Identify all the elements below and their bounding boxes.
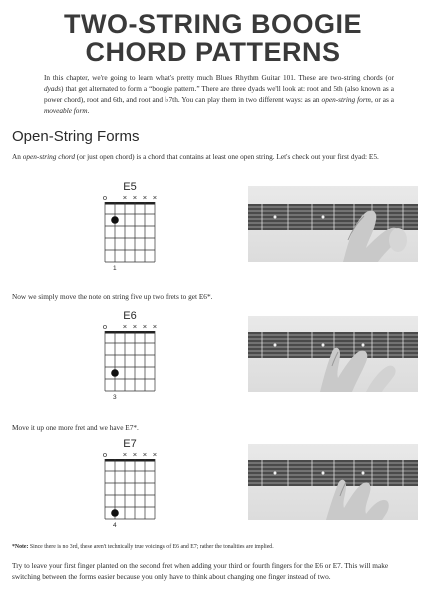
string-mark: × <box>142 450 148 459</box>
finger-number: 1 <box>113 265 117 272</box>
intro-text-1: In this chapter, we're going to learn what's pretty much Blues Rhythm Guitar 101. These are two-string chords (or <box>44 73 394 82</box>
intro-text-4: . <box>87 106 90 115</box>
string-mark: o <box>102 450 108 459</box>
string-marks <box>100 323 160 331</box>
string-mark: × <box>132 450 138 459</box>
string-mark: × <box>152 322 158 331</box>
photo-e7-hand <box>248 444 418 520</box>
string-mark: × <box>122 450 128 459</box>
paragraph-e7: Move it up one more fret and we have E7*. <box>12 423 139 432</box>
page-title-line1: TWO-STRING BOOGIE <box>64 9 362 39</box>
intro-term-open-string-form: open-string form <box>321 95 371 104</box>
chord-diagram-e7 <box>100 438 160 538</box>
string-mark: × <box>142 322 148 331</box>
finger-number: 3 <box>113 394 117 401</box>
string-marks <box>100 451 160 459</box>
footnote-label: *Note: <box>12 544 29 550</box>
intro-text-2: ) that get alternated to form a “boogie pattern.” There are three dyads we'll look at: root and 5th (also known as a power chord), root and 6th, and root and ♭7th. You can play them in two different ways: as an <box>44 84 394 104</box>
photo-e5-hand <box>248 186 418 262</box>
intro-text-3: , or as a <box>370 95 395 104</box>
chord-name: E7 <box>123 438 137 450</box>
string-marks <box>100 194 160 202</box>
photo-e6-hand <box>248 316 418 392</box>
string-mark: × <box>122 193 128 202</box>
chord-diagram-e6 <box>100 310 160 410</box>
finger-dot <box>111 369 119 377</box>
string-mark: o <box>102 193 108 202</box>
string-mark: o <box>102 322 108 331</box>
finger-dot <box>111 509 119 517</box>
string-mark: × <box>142 193 148 202</box>
intro-term-moveable-form: moveable form <box>44 106 88 115</box>
string-mark: × <box>122 322 128 331</box>
string-mark: × <box>132 193 138 202</box>
guitar-hand-photo <box>248 186 418 262</box>
para1-lead: An <box>12 152 23 161</box>
string-mark: × <box>152 450 158 459</box>
string-mark: × <box>132 322 138 331</box>
para1-term: open-string chord <box>22 152 75 161</box>
finger-number: 4 <box>113 522 117 529</box>
section-heading: Open-String Forms <box>12 128 140 145</box>
footnote-text: Since there is no 3rd, these aren't technically true voicings of E6 and E7; rather the tonalities are implied. <box>28 544 274 550</box>
chord-name: E6 <box>123 310 137 322</box>
closing-paragraph: Try to leave your first finger planted on the second fret when adding your third or fourth fingers for the E6 or E7. This will make switching between the forms easier because you only have to think about changing one finger instead of two. <box>12 561 389 581</box>
fretboard-grid <box>100 459 160 529</box>
page-title-line2: CHORD PATTERNS <box>85 37 341 67</box>
finger-dot <box>111 216 119 224</box>
chord-name: E5 <box>123 181 137 193</box>
fretboard-grid <box>100 202 160 272</box>
paragraph-e6: Now we simply move the note on string five up two frets to get E6*. <box>12 292 213 301</box>
chord-diagram-e5 <box>100 181 160 281</box>
intro-paragraph <box>44 72 394 116</box>
paragraph-e5 <box>12 151 418 162</box>
para1-rest: (or just open chord) is a chord that contains at least one open string. Let's check out your first dyad: E5. <box>74 152 379 161</box>
fretboard-grid <box>100 331 160 401</box>
footnote <box>12 543 418 551</box>
guitar-hand-photo <box>248 444 418 520</box>
string-mark: × <box>152 193 158 202</box>
guitar-hand-photo <box>248 316 418 392</box>
intro-term-dyads: dyads <box>44 84 62 93</box>
